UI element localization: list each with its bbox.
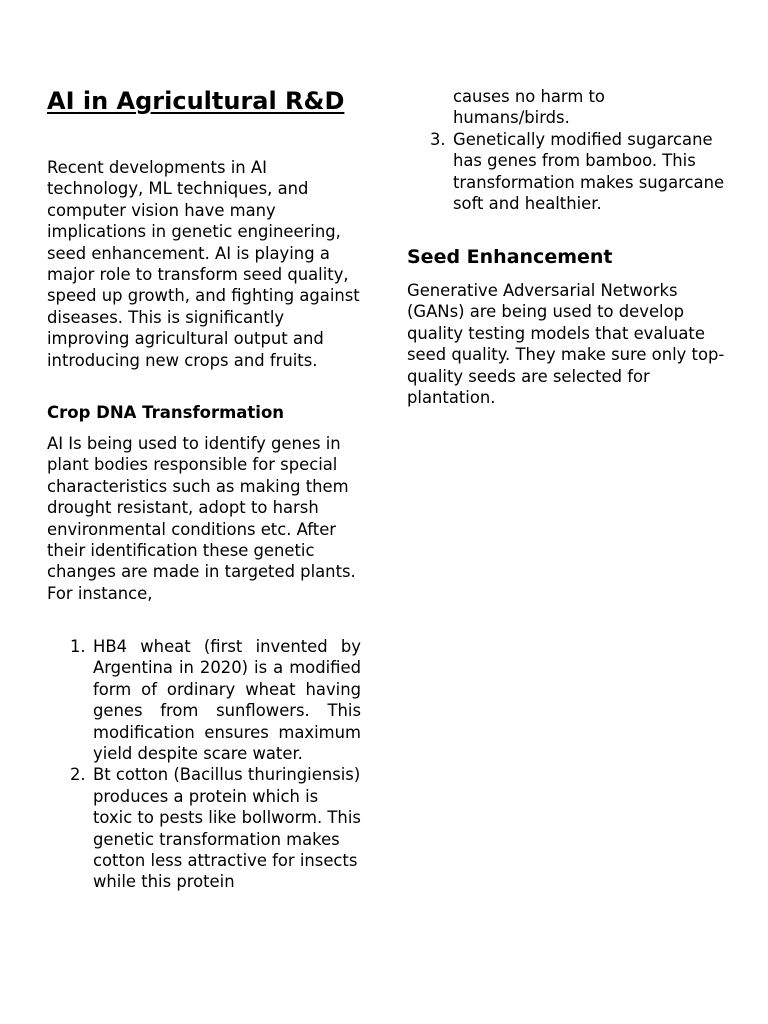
list-item-number: 2.	[70, 765, 86, 785]
list-item	[47, 636, 361, 764]
section-heading-crop-dna: Crop DNA Transformation	[47, 403, 285, 422]
list-item-continued: causes no harm to humans/birds.	[453, 87, 605, 128]
list-item-text: HB4 wheat (first invented by Argentina in 2020) is a modified form of ordinary wheat having genes from sunflowers. This modification ensures maximum yield despite scare water.	[93, 637, 361, 764]
list-item-number: 3.	[430, 130, 446, 149]
list-item-text: Genetically modified sugarcane has genes from bamboo. This transformation makes sugarcane soft and healthier.	[453, 130, 725, 214]
list-item-number: 1.	[70, 637, 86, 656]
section-heading-seed-enhancement: Seed Enhancement	[407, 246, 613, 268]
list-item	[47, 764, 361, 892]
crop-dna-paragraph: AI Is being used to identify genes in plant bodies responsible for special characteristics such as making them drought resistant, adopt to harsh environmental conditions etc. After their identification these genetic changes are made in targeted plants. For instance,	[47, 434, 356, 603]
intro-paragraph: Recent developments in AI technology, ML techniques, and computer vision have many implications in genetic engineering, seed enhancement. AI is playing a major role to transform seed quality, speed up growth, and fighting against diseases. This is significantly improving agricultural output and introducing new crops and fruits.	[47, 158, 360, 370]
list-item	[407, 129, 725, 215]
crop-examples-list	[47, 636, 361, 893]
list-item-text: Bt cotton (Bacillus thuringiensis) produces a protein which is toxic to pests like bollworm. This genetic transformation makes cotton less attractive for insects while this protein	[93, 765, 361, 892]
crop-examples-list-continued	[407, 129, 725, 215]
seed-enhancement-paragraph: Generative Adversarial Networks (GANs) are being used to develop quality testing models that evaluate seed quality. They make sure only top-quality seeds are selected for plantation.	[407, 281, 725, 408]
document-title: AI in Agricultural R&D	[47, 87, 345, 115]
